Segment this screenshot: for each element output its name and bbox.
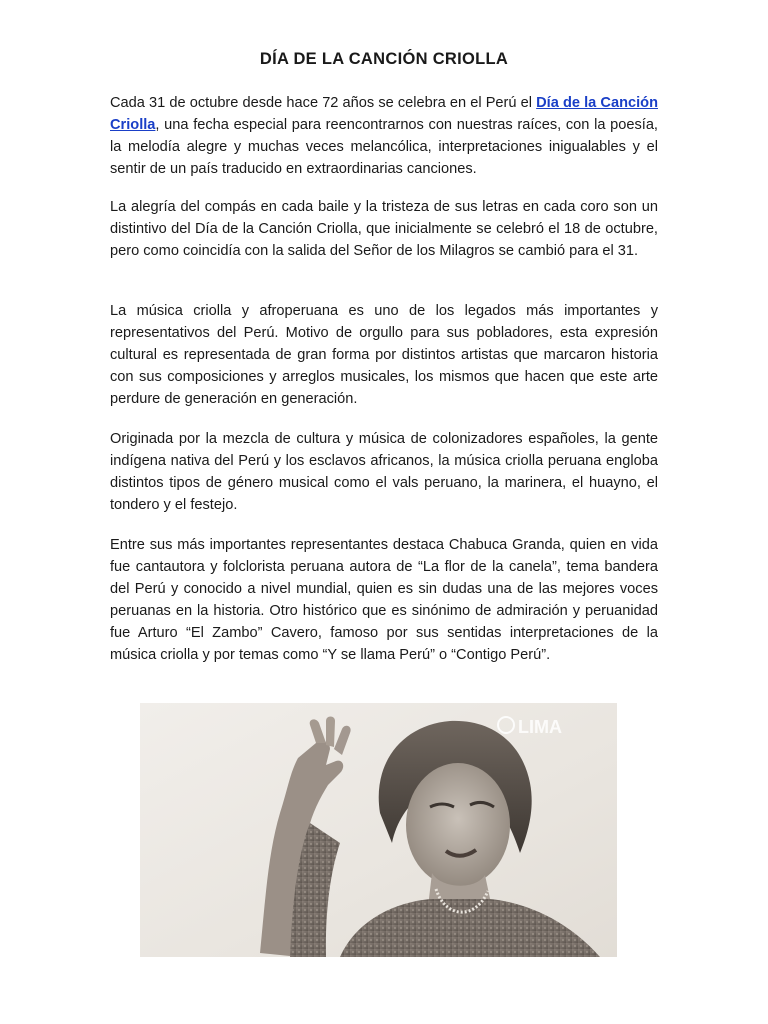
dia-cancion-criolla-link[interactable]: Día de la Canción Criolla xyxy=(110,95,658,133)
paragraph-representatives: Entre sus más importantes representantes destaca Chabuca Granda, quien en vida fue cantautora y folclorista peruana autora de “La flor de la canela”, tema bandera del Perú y conocido a nivel mundial, quien es sin dudas una de las mejores voces peruanas en la historia. Otro histórico que es sinónimo de admiración y peruanidad fue Arturo “El Zambo” Cavero, famoso por sus sentidas interpretaciones de la música criolla y por temas como “Y se llama Perú” o “Contigo Perú”. xyxy=(110,537,658,663)
singer-photo xyxy=(140,703,617,957)
paragraph-legacy: La música criolla y afroperuana es uno de los legados más importantes y representativos del Perú. Motivo de orgullo para sus pobladores, esta expresión cultural es representada de gran forma por distintos artistas que marcaron historia con sus composiciones y arreglos musicales, los mismos que hacen que este arte perdure de generación en generación. xyxy=(110,303,658,407)
paragraph-history: La alegría del compás en cada baile y la tristeza de sus letras en cada coro son un distintivo del Día de la Canción Criolla, que inicialmente se celebró el 18 de octubre, pero como coincidía con la salida del Señor de los Milagros se cambió para el 31. xyxy=(110,199,658,259)
paragraph-origin: Originada por la mezcla de cultura y música de colonizadores españoles, la gente indígena nativa del Perú y los esclavos africanos, la música criolla peruana engloba distintos tipos de género musical como el vals peruano, la marinera, el huayno, el tondero y el festejo. xyxy=(110,431,658,513)
paragraph-intro-text: Cada 31 de octubre desde hace 72 años se celebra en el Perú el xyxy=(110,95,537,111)
document-title: DÍA DE LA CANCIÓN CRIOLLA xyxy=(259,50,509,68)
paragraph-intro xyxy=(110,92,658,180)
paragraph-intro-text-rest: , una fecha especial para reencontrarnos con nuestras raíces, con la poesía, la melodía alegre y muchas veces melancólica, interpretaciones inigualables y el sentir de un país traducido en extraordinarias canciones. xyxy=(110,117,658,177)
photo-watermark: LIMA xyxy=(518,717,562,737)
